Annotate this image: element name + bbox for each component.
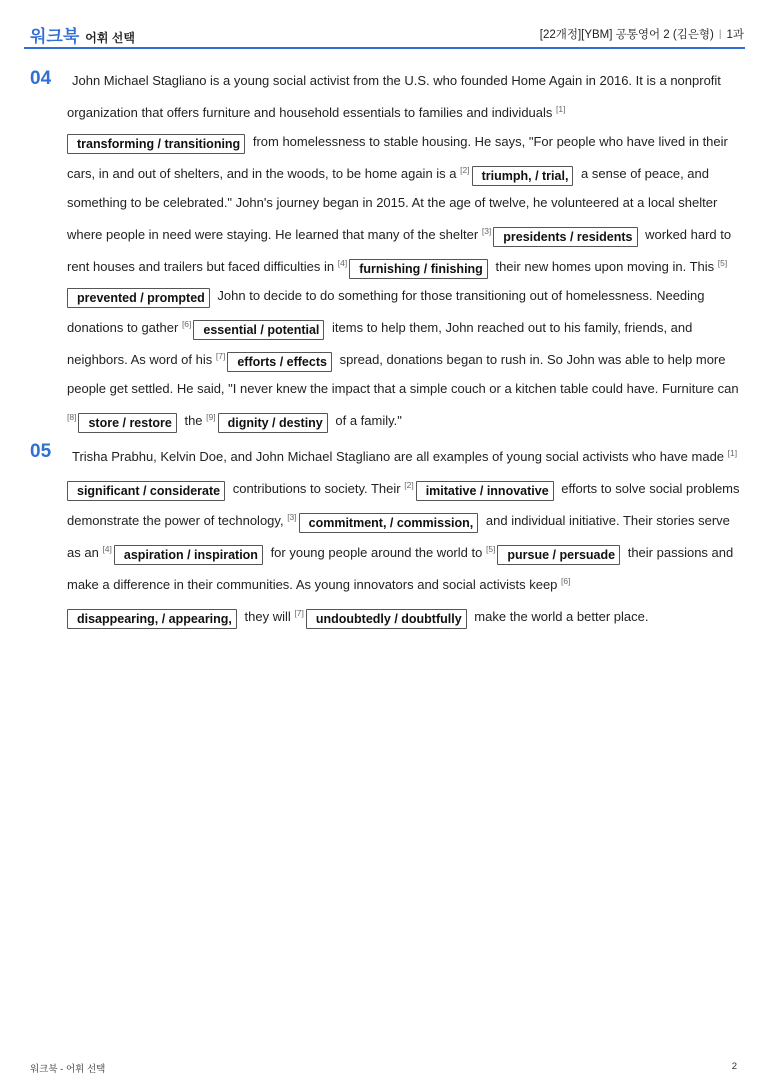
passage-segment: items to help them, John reached out to his family, friends, and neighbors. As word of his — [67, 320, 693, 367]
brand-title: 워크북 — [30, 27, 80, 46]
blank-number: [9] — [206, 412, 216, 422]
word-choice-box[interactable]: disappearing, / appearing, — [67, 609, 237, 629]
passage-segment: John to decide to do something for those transitioning out of homelessness. Needing donations to gather — [67, 288, 705, 335]
passage-text — [67, 439, 742, 631]
word-choice-box[interactable]: dignity / destiny — [218, 413, 328, 433]
word-choice-box[interactable]: pursue / persuade — [497, 545, 620, 565]
page-number: 2 — [731, 1061, 737, 1072]
passage-segment: contributions to society. Their — [232, 481, 401, 496]
passage-segment: for young people around the world to — [270, 545, 483, 560]
blank-number: [6] — [181, 319, 192, 329]
brand — [30, 22, 135, 47]
word-choice-box[interactable]: prevented / prompted — [67, 288, 210, 308]
word-choice-box[interactable]: efforts / effects — [227, 352, 332, 372]
passage-segment: their new homes upon moving in. This — [495, 259, 715, 274]
question-number: 04 — [30, 68, 52, 89]
word-choice-box[interactable]: aspiration / inspiration — [114, 545, 263, 565]
footer-title: 워크북 - 어휘 선택 — [30, 1064, 106, 1075]
blank-number: [4] — [337, 258, 348, 268]
passage-segment: they will — [244, 609, 291, 624]
page-header — [0, 0, 768, 49]
passage-segment: a sense of peace, and something to be celebrated." John's journey began in 2015. At the age of twelve, he volunteered at a local shelter where people in need were staying. He learned that many of the shelter — [67, 166, 718, 242]
word-choice-box[interactable]: significant / considerate — [67, 481, 225, 501]
passage-segment: John Michael Stagliano is a young social activist from the U.S. who founded Home Again in 2016. It is a nonprofit organization that offers furniture and household essentials to families and individuals — [67, 73, 721, 120]
blank-number: [3] — [287, 512, 297, 522]
word-choice-box[interactable]: transforming / transitioning — [67, 134, 245, 154]
blank-number: [1] — [556, 104, 566, 114]
blank-number: [4] — [102, 544, 112, 554]
blank-number: [2] — [404, 480, 414, 490]
blank-number: [2] — [460, 165, 470, 175]
word-choice-box[interactable]: triumph, / trial, — [472, 166, 574, 186]
passage-segment: worked hard to rent houses and trailers but faced difficulties in — [67, 227, 732, 274]
blank-number: [3] — [481, 226, 492, 236]
word-choice-box[interactable]: store / restore — [78, 413, 176, 433]
header-separator: | — [718, 28, 722, 40]
blank-number: [6] — [561, 576, 571, 586]
blank-number: [8] — [67, 412, 77, 422]
word-choice-box[interactable]: essential / potential — [193, 320, 324, 340]
blank-number: [5] — [485, 544, 496, 554]
word-choice-box[interactable]: presidents / residents — [493, 227, 637, 247]
header-divider — [24, 47, 745, 49]
passage-segment: and individual initiative. Their stories serve as an — [67, 513, 730, 560]
course-info — [540, 26, 744, 42]
word-choice-box[interactable]: furnishing / finishing — [349, 259, 488, 279]
passage-segment: their passions and make a difference in their communities. As young innovators and social activists keep — [67, 545, 734, 592]
blank-number: [1] — [727, 448, 738, 458]
passage-segment: spread, donations began to rush in. So John was able to help more people get settled. He said, "I never knew the impact that a simple couch or a kitchen table could have. Furniture can — [67, 352, 739, 396]
course-title: [22개정][YBM] 공통영어 2 (김은형) — [539, 29, 714, 41]
passage-segment: from homelessness to stable housing. He says, "For people who have lived in their cars, in and out of shelters, and in the woods, to be home again is a — [67, 134, 728, 181]
passage-segment: of a family." — [335, 413, 402, 428]
passage-segment: make the world a better place. — [474, 609, 649, 624]
word-choice-box[interactable]: imitative / innovative — [416, 481, 554, 501]
passage-segment: Trisha Prabhu, Kelvin Doe, and John Michael Stagliano are all examples of young social activists who have made — [72, 449, 725, 464]
blank-number: [5] — [717, 258, 728, 268]
blank-number: [7] — [294, 608, 304, 618]
passage-segment: efforts to solve social problems demonstrate the power of technology, — [67, 481, 740, 528]
lesson-label: 1과 — [726, 29, 744, 41]
brand-subtitle: 어휘 선택 — [85, 31, 135, 45]
word-choice-box[interactable]: undoubtedly / doubtfully — [306, 609, 467, 629]
passage-segment: the — [184, 413, 203, 428]
passage-text — [67, 66, 742, 435]
word-choice-box[interactable]: commitment, / commission, — [299, 513, 479, 533]
blank-number: [7] — [215, 351, 226, 361]
question-number: 05 — [30, 441, 52, 462]
